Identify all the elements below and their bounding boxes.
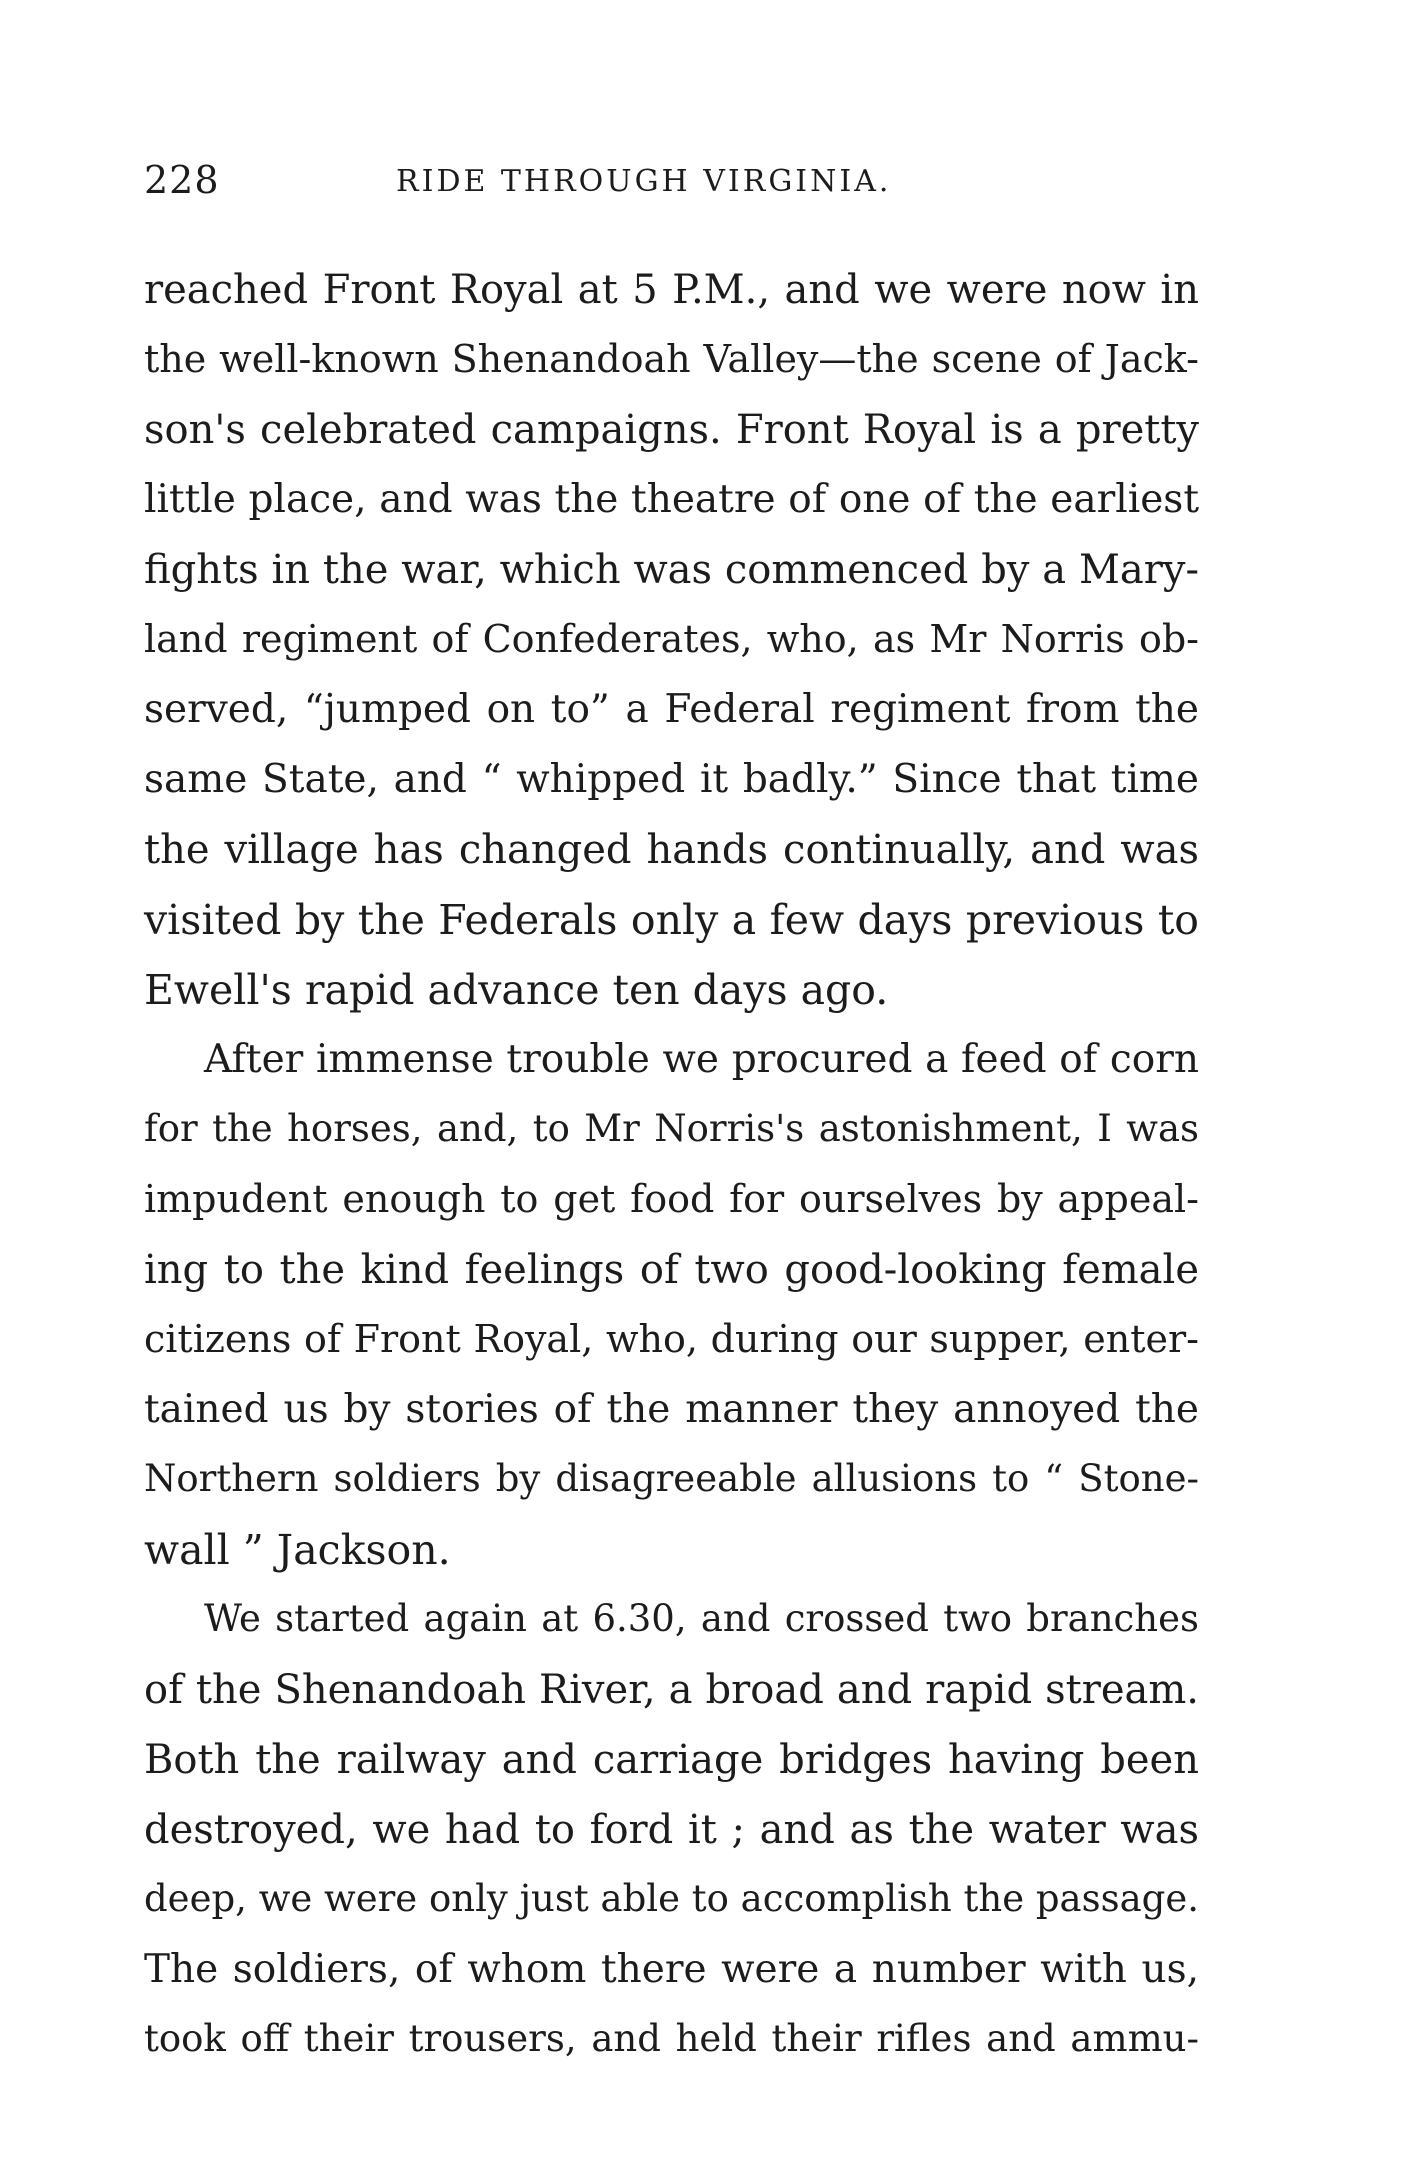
- text-line: wall ” Jackson.: [144, 1526, 451, 1574]
- text-line: impudent enough to get food for ourselves by appeal-: [144, 1177, 1199, 1221]
- text-line: land regiment of Confederates, who, as Mr Norris ob-: [144, 617, 1199, 661]
- text-line: deep, we were only just able to accomplish the passage.: [144, 1877, 1199, 1920]
- text-line: of the Shenandoah River, a broad and rapid stream.: [144, 1667, 1199, 1713]
- text-line: Ewell's rapid advance ten days ago.: [144, 966, 889, 1014]
- text-line: son's celebrated campaigns. Front Royal is a pretty: [144, 407, 1199, 453]
- running-title: RIDE THROUGH VIRGINIA.: [396, 164, 892, 199]
- text-line: the village has changed hands continually, and was: [144, 827, 1199, 873]
- text-line: visited by the Federals only a few days previous to: [144, 896, 1199, 944]
- text-line: same State, and “ whipped it badly.” Since that time: [144, 757, 1199, 802]
- text-line: the well-known Shenandoah Valley—the scene of Jack-: [144, 337, 1199, 381]
- text-line: The soldiers, of whom there were a number with us,: [144, 1947, 1199, 1992]
- text-line: fights in the war, which was commenced by a Mary-: [144, 547, 1199, 593]
- text-line: After immense trouble we procured a feed of corn: [204, 1037, 1199, 1082]
- text-line: destroyed, we had to ford it ; and as the water was: [144, 1807, 1199, 1853]
- text-line: reached Front Royal at 5 P.M., and we were now in: [144, 267, 1199, 313]
- text-line: tained us by stories of the manner they annoyed the: [144, 1387, 1199, 1432]
- text-line: took off their trousers, and held their rifles and ammu-: [144, 2017, 1199, 2060]
- text-line: for the horses, and, to Mr Norris's astonishment, I was: [144, 1107, 1199, 1150]
- text-line: citizens of Front Royal, who, during our supper, enter-: [144, 1317, 1199, 1361]
- text-line: We started again at 6.30, and crossed two branches: [204, 1597, 1199, 1640]
- text-line: Northern soldiers by disagreeable allusions to “ Stone-: [144, 1457, 1199, 1500]
- text-line: ing to the kind feelings of two good-looking female: [144, 1247, 1199, 1293]
- text-line: served, “jumped on to” a Federal regiment from the: [144, 687, 1199, 732]
- text-line: little place, and was the theatre of one of the earliest: [144, 477, 1199, 522]
- text-line: Both the railway and carriage bridges having been: [144, 1737, 1199, 1783]
- page-header: [144, 158, 1199, 214]
- page-number: 228: [144, 158, 220, 202]
